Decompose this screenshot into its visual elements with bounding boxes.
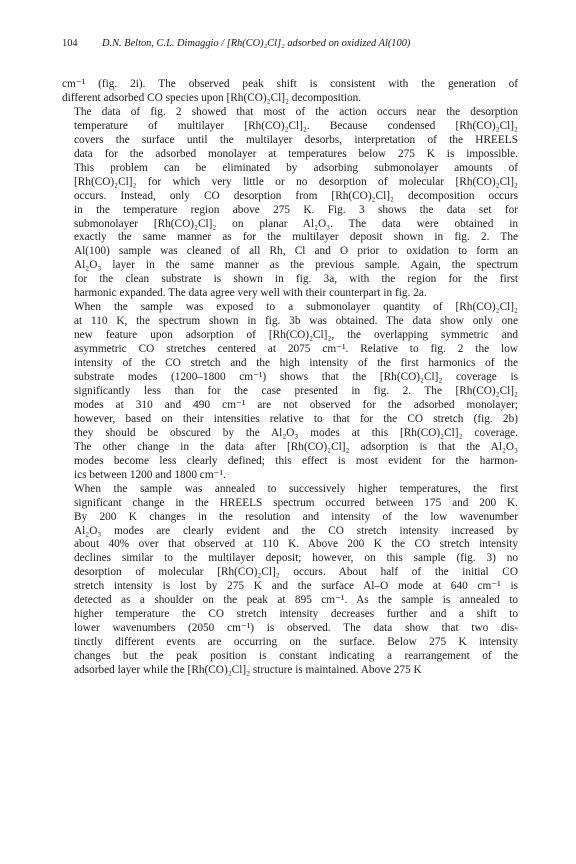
text-line: significant change in the HREELS spectrum occurred between 175 and 200 K. [74, 496, 518, 509]
text-line: however, based on their intensities relative to that for the CO stretch (fig. 2b) [74, 412, 518, 425]
running-title: D.N. Belton, C.L. Dimaggio / [Rh(CO)₂Cl]₂ adsorbed on oxidized Al(100) [102, 38, 411, 49]
running-header [62, 38, 518, 54]
text-line: The data of fig. 2 showed that most of the action occurs near the desorption [74, 105, 518, 118]
paragraph [62, 301, 518, 482]
text-line: The other change in the data after [Rh(CO)₂Cl]₂ adsorption is that the Al₂O₃ [74, 440, 518, 453]
text-line: Al₂O₃ layer in the same manner as the previous sample. Again, the spectrum [74, 259, 518, 272]
text-line: higher temperature the CO stretch intensity decreases further and a shift to [74, 608, 518, 621]
text-line: temperature of multilayer [Rh(CO)₂Cl]₂. Because condensed [Rh(CO)₂Cl]₂ [74, 119, 518, 132]
text-line: significantly less than for the case presented in fig. 2. The [Rh(CO)₂Cl]₂ [74, 384, 518, 397]
text-line: lower wavenumbers (2050 cm⁻¹) is observed. The data show that two dis- [74, 622, 518, 635]
text-line: This problem can be eliminated by adsorbing submonolayer amounts of [74, 161, 518, 174]
text-line: detected as a shoulder on the peak at 895 cm⁻¹. As the sample is annealed to [74, 594, 518, 607]
text-line: in the temperature region above 275 K. Fig. 3 shows the data set for [74, 203, 518, 216]
text-line: When the sample was annealed to successively higher temperatures, the first [74, 482, 518, 495]
text-line: harmonic expanded. The data agree very well with their counterpart in fig. 2a. [74, 287, 427, 300]
text-line: Al₂O₃ modes are clearly evident and the CO stretch intensity increased by [74, 524, 518, 537]
text-line: covers the surface until the multilayer desorbs, interpretation of the HREELS [74, 133, 518, 146]
text-line: stretch intensity is lost by 275 K and the surface Al–O mode at 640 cm⁻¹ is [74, 580, 518, 593]
text-line: data for the adsorbed monolayer at temperatures below 275 K is impossible. [74, 147, 518, 160]
text-line: exactly the same manner as for the multilayer deposit shown in fig. 2. The [74, 231, 518, 244]
text-line: desorption of molecular [Rh(CO)₂Cl]₂ occurs. About half of the initial CO [74, 566, 518, 579]
journal-page [62, 38, 518, 678]
text-line: changes but the peak position is constant indicating a rearrangement of the [74, 650, 518, 663]
text-line: adsorbed layer while the [Rh(CO)₂Cl]₂ structure is maintained. Above 275 K [74, 664, 422, 677]
text-line: modes become less clearly defined; this effect is most evident for the harmon- [74, 454, 518, 467]
paragraph [62, 483, 518, 678]
text-line: cm⁻¹ (fig. 2i). The observed peak shift is consistent with the generation of [62, 78, 518, 90]
text-line: When the sample was exposed to a submonolayer quantity of [Rh(CO)₂Cl]₂ [74, 301, 518, 314]
body-text [62, 78, 518, 678]
text-line: different adsorbed CO species upon [Rh(CO)₂Cl]₂ decomposition. [62, 91, 362, 104]
text-line: at 110 K, the spectrum shown in fig. 3b was obtained. The data show only one [74, 315, 518, 328]
text-line: for the clean substrate is shown in fig. 3a, with the region for the first [74, 273, 518, 286]
text-line: declines similar to the multilayer deposit; however, on this sample (fig. 3) no [74, 552, 518, 565]
text-line: modes at 310 and 490 cm⁻¹ are not observed for the adsorbed monolayer; [74, 398, 518, 411]
text-line: Al(100) sample was cleaned of all Rh, Cl and O prior to oxidation to form an [74, 245, 518, 258]
text-line: tinctly different events are occurring on the surface. Below 275 K intensity [74, 636, 518, 649]
text-line: substrate modes (1200–1800 cm⁻¹) shows that the [Rh(CO)₂Cl]₂ coverage is [74, 371, 518, 384]
page-number: 104 [62, 38, 78, 49]
text-line: asymmetric CO stretches centered at 2075 cm⁻¹. Relative to fig. 2 the low [74, 343, 518, 356]
paragraph [62, 78, 518, 106]
text-line: about 40% over that observed at 110 K. Above 200 K the CO stretch intensity [74, 538, 518, 551]
text-line: occurs. Instead, only CO desorption from [Rh(CO)₂Cl]₂ decomposition occurs [74, 189, 518, 202]
text-line: [Rh(CO)₂Cl]₂ for which very little or no desorption of molecular [Rh(CO)₂Cl]₂ [74, 175, 518, 188]
text-line: intensity of the CO stretch and the high intensity of the first harmonics of the [74, 357, 518, 370]
paragraph [62, 106, 518, 301]
text-line: ics between 1200 and 1800 cm⁻¹. [74, 468, 226, 481]
text-line: new feature upon adsorption of [Rh(CO)₂Cl]₂, the overlapping symmetric and [74, 329, 518, 342]
text-line: they should be obscured by the Al₂O₃ modes at this [Rh(CO)₂Cl]₂ coverage. [74, 426, 518, 439]
text-line: By 200 K changes in the resolution and intensity of the low wavenumber [74, 510, 518, 523]
text-line: submonolayer [Rh(CO)₂Cl]₂ on planar Al₂O₃. The data were obtained in [74, 217, 518, 230]
